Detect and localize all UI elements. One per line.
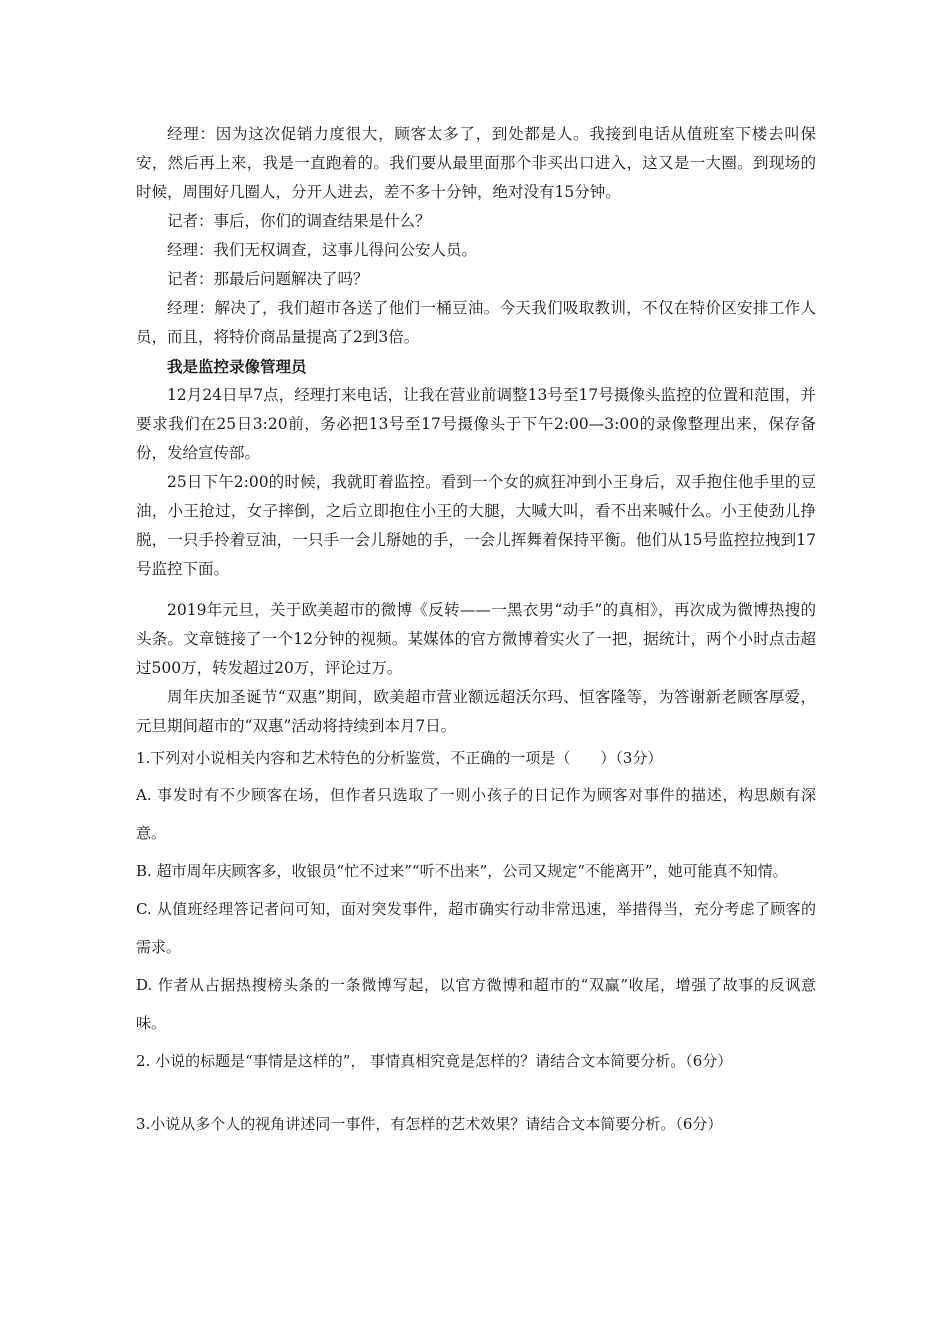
story-paragraph: 12月24日早7点，经理打来电话，让我在营业前调整13号至17号摄像头监控的位置和范围，并要求我们在25日3:20前，务必把13号至17号摄像头于下午2:00—3:00的录像整理出来，保存备份，发给宣传部。: [136, 386, 816, 462]
option-a: A. 事发时有不少顾客在场，但作者只选取了一则小孩子的日记作为顾客对事件的描述，构思颇有深意。: [136, 786, 816, 842]
option-c: C. 从值班经理答记者问可知，面对突发事件，超市确实行动非常迅速，举措得当，充分考虑了顾客的需求。: [136, 900, 816, 956]
story-paragraph: 经理：我们无权调查，这事儿得问公安人员。: [167, 241, 478, 259]
story-paragraph: 2019年元旦，关于欧美超市的微博《反转——一黑衣男“动手”的真相》，再次成为微博热搜的头条。文章链接了一个12分钟的视频。某媒体的官方微博着实火了一把，据统计，两个小时点击超过500万，转发超过20万，评论过万。: [136, 601, 816, 677]
question-1: 1.下列对小说相关内容和艺术特色的分析鉴赏，不正确的一项是（ ）（3分）: [136, 749, 663, 767]
question-3: 3.小说从多个人的视角讲述同一事件，有怎样的艺术效果？请结合文本简要分析。（6分）: [136, 1115, 723, 1133]
option-d: D. 作者从占据热搜榜头条的一条微博写起，以官方微博和超市的“双赢”收尾，增强了故事的反讽意味。: [136, 976, 816, 1032]
story-paragraph: 记者：事后，你们的调查结果是什么？: [167, 212, 431, 230]
question-2: 2. 小说的标题是“事情是这样的”， 事情真相究竟是怎样的？请结合文本简要分析。（6分）: [136, 1052, 733, 1070]
story-paragraph: 经理：解决了，我们超市各送了他们一桶豆油。今天我们吸取教训，不仅在特价区安排工作人员，而且，将特价商品量提高了2到3倍。: [136, 299, 816, 346]
option-b: B. 超市周年庆顾客多，收银员“忙不过来”“听不出来”，公司又规定“不能离开”，她可能真不知情。: [136, 862, 788, 880]
section-heading: 我是监控录像管理员: [167, 357, 307, 376]
story-paragraph: 25日下午2:00的时候，我就盯着监控。看到一个女的疯狂冲到小王身后，双手抱住他手里的豆油，小王抢过，女子摔倒，之后立即抱住小王的大腿，大喊大叫，看不出来喊什么。小王使劲儿挣脱，一只手拎着豆油，一只手一会儿掰她的手，一会儿挥舞着保持平衡。他们从15号监控拉拽到17号监控下面。: [136, 473, 816, 578]
questions-section: [136, 740, 816, 1142]
story-paragraph: 记者：那最后问题解决了吗？: [167, 270, 369, 288]
story-paragraph: 周年庆加圣诞节“双惠”期间，欧美超市营业额远超沃尔玛、恒客隆等，为答谢新老顾客厚爱，元旦期间超市的“双惠”活动将持续到本月7日。: [136, 688, 816, 735]
story-text: [136, 120, 816, 741]
story-paragraph: 经理：因为这次促销力度很大，顾客太多了，到处都是人。我接到电话从值班室下楼去叫保安，然后再上来，我是一直跑着的。我们要从最里面那个非买出口进入，这又是一大圈。到现场的时候，周围好几圈人，分开人进去，差不多十分钟，绝对没有15分钟。: [136, 125, 816, 201]
